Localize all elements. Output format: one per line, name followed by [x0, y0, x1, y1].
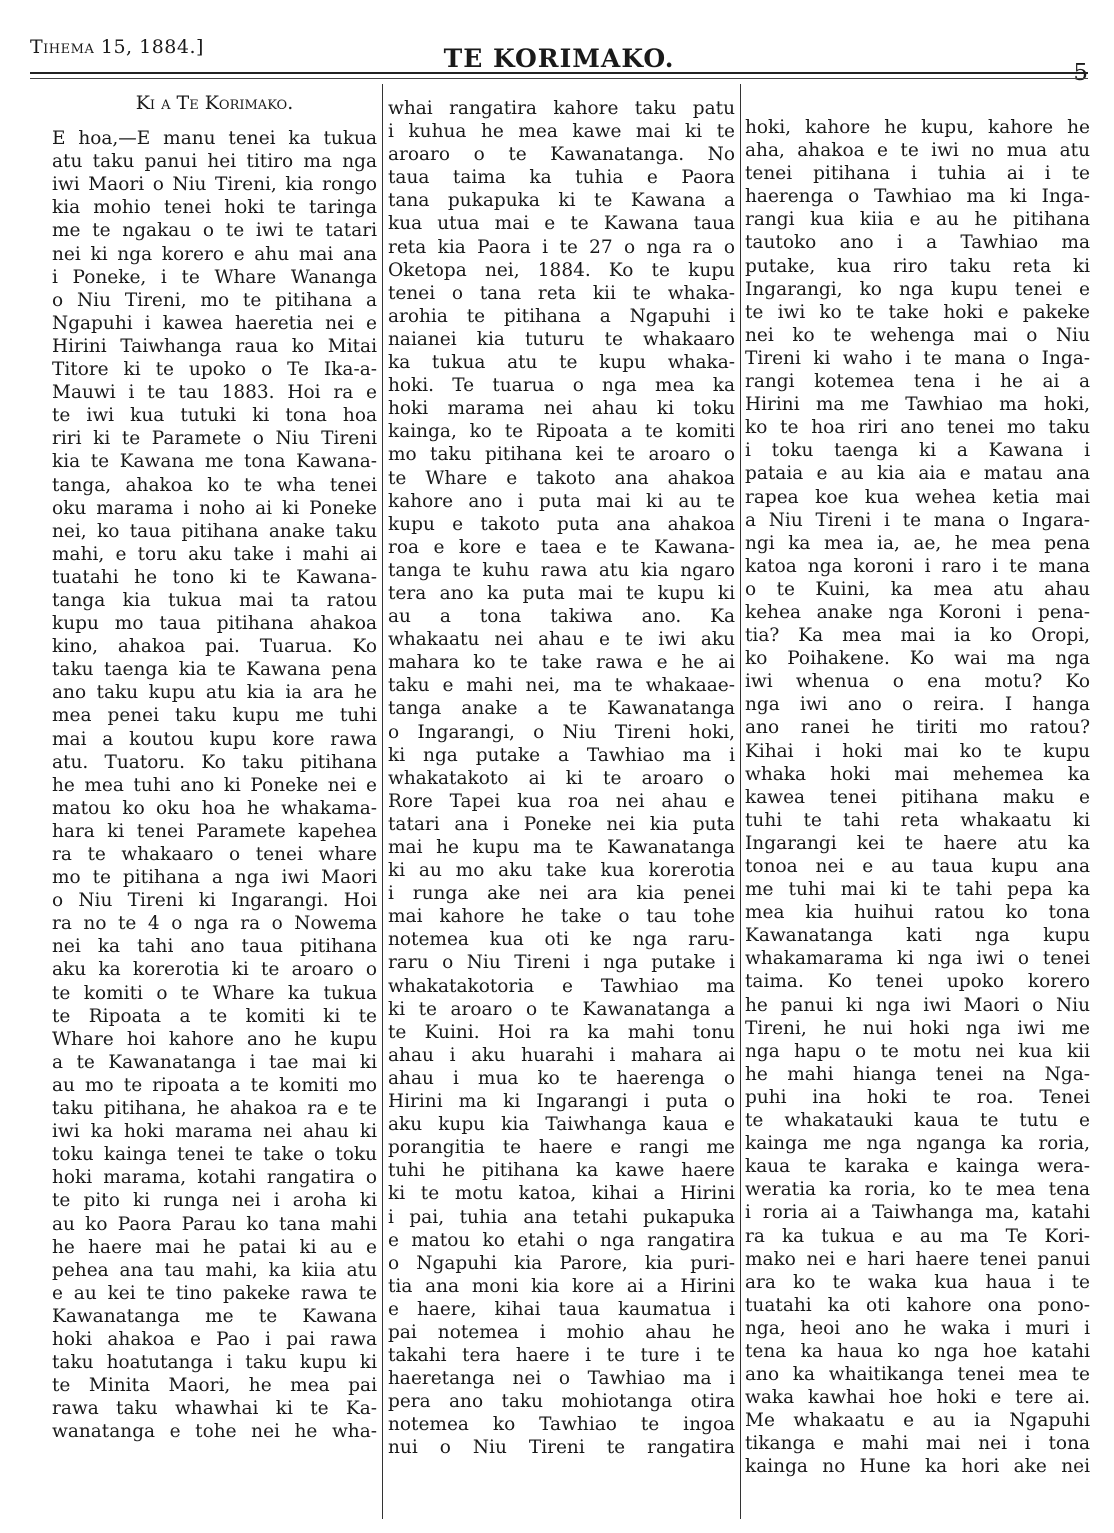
text-line: mea penei taku kupu me tuhi — [52, 705, 377, 727]
text-line: matou ko oku hoa he whakama- — [52, 797, 377, 819]
text-line: mai a koutou kupu kore rawa — [52, 728, 377, 750]
text-line: raru o Niu Tireni i nga putake i — [388, 952, 735, 974]
text-line: hoki marama, kotahi rangatira o — [52, 1167, 377, 1189]
text-line: Hirini Taiwhanga raua ko Mitai — [52, 335, 377, 357]
text-line: tia? Ka mea mai ia ko Oropi, — [745, 625, 1090, 647]
text-line: Me whakaatu e au ia Ngapuhi — [745, 1410, 1090, 1432]
text-line: te Minita Maori, he mea pai — [52, 1375, 377, 1397]
text-line: naianei kia tuturu te whakaaro — [388, 328, 735, 350]
text-line: tatari ana i Poneke nei kia puta — [388, 813, 735, 835]
text-line: kehea anake nga Koroni i pena- — [745, 601, 1090, 623]
text-line: Titore ki te upoko o Te Ika-a- — [52, 359, 377, 381]
text-line: mako nei e hari haere tenei panui — [745, 1248, 1090, 1270]
text-line: mai he kupu ma te Kawanatanga — [388, 837, 735, 858]
text-column-3 — [745, 116, 1090, 1479]
text-line: riri ki te Paramete o Niu Tireni — [52, 428, 377, 450]
text-line: toku kainga tenei te take o toku — [52, 1144, 377, 1166]
text-line: Ingarangi, ko nga kupu tenei e — [745, 278, 1090, 300]
text-line: ra ka tukua e au ma Te Kori- — [745, 1225, 1090, 1247]
text-line: o Ngapuhi kia Parore, kia puri- — [388, 1252, 735, 1274]
text-line: i runga ake nei ara kia penei — [388, 883, 735, 905]
text-line: me te ngakau o te iwi te tatari — [52, 220, 377, 242]
text-line: oku marama i noho ai ki Poneke — [52, 497, 377, 519]
text-line: rangi kua kiia e au he pitihana — [745, 209, 1090, 231]
text-line: weratia ka roria, ko te mea tena — [745, 1179, 1090, 1201]
text-line: ano taku kupu atu kia ia ara he — [52, 682, 377, 704]
header-rule-thin — [30, 78, 1088, 79]
text-line: hoki. Te tuarua o nga mea ka — [388, 375, 735, 397]
text-line: notemea kua oti ke nga raru- — [388, 929, 735, 951]
text-line: aha, ahakoa e te iwi no mua atu — [745, 140, 1090, 162]
text-line: ko Poihakene. Ko wai ma nga — [745, 648, 1090, 670]
text-line: Oketopa nei, 1884. Ko te kupu — [388, 259, 735, 281]
text-line: tuatahi he tono ki te Kawana- — [52, 566, 377, 588]
text-line: kia te Kawana me tona Kawana- — [52, 451, 377, 473]
text-line: i roria ai a Taiwhanga ma, katahi — [745, 1202, 1090, 1224]
text-line: he panui ki nga iwi Maori o Niu — [745, 994, 1090, 1016]
text-line: ra te whakaaro o tenei whare — [52, 844, 377, 865]
text-line: iwi Maori o Niu Tireni, kia rongo — [52, 174, 377, 196]
text-line: te iwi ko te take hoki e pakeke — [745, 301, 1090, 323]
text-line: nga hapu o te motu nei kua kii — [745, 1040, 1090, 1062]
text-line: haeretanga nei o Tawhiao ma i — [388, 1368, 735, 1390]
text-line: waka kawhai hoe hoki e tere ai. — [745, 1387, 1090, 1409]
text-line: nga iwi ano o reira. I hanga — [745, 694, 1090, 716]
text-line: kaua te karaka e kainga wera- — [745, 1156, 1090, 1178]
text-line: kainga me nga nganga ka roria, — [745, 1133, 1090, 1155]
text-line: tanga, ahakoa ko te wha tenei — [52, 474, 377, 496]
text-line: atu. Tuatoru. Ko taku pitihana — [52, 751, 377, 773]
text-line: a Niu Tireni i te mana o Ingara- — [745, 509, 1090, 531]
text-line: tanga kia tukua mai ta ratou — [52, 589, 377, 611]
text-line: porangitia te haere e rangi me — [388, 1137, 735, 1159]
text-line: Hirini ma ki Ingarangi i puta o — [388, 1091, 735, 1113]
text-line: pataia e au kia aia e matau ana — [745, 463, 1090, 485]
text-line: taua taima ka tuhia e Paora — [388, 167, 735, 189]
text-line: i pai, tuhia ana tetahi pukapuka — [388, 1206, 735, 1228]
header-rule — [30, 72, 1088, 74]
text-column-2 — [388, 97, 735, 1460]
text-line: ngi ka mea ia, ae, he mea pena — [745, 532, 1090, 554]
text-line: Kawanatanga me te Kawana — [52, 1305, 377, 1327]
text-line: pai notemea i mohio ahau he — [388, 1321, 735, 1343]
text-line: iwi whenua o ena motu? Ko — [745, 671, 1090, 693]
text-line: putake, kua riro taku reta ki — [745, 255, 1090, 277]
text-line: takahi tera haere i te ture i te — [388, 1345, 735, 1367]
text-line: taku hoatutanga i taku kupu ki — [52, 1352, 377, 1374]
text-line: tana pukapuka ki te Kawana a — [388, 190, 735, 212]
text-line: Tireni, he nui hoki nga iwi me — [745, 1017, 1090, 1039]
text-line: hoki ahakoa e Pao i pai rawa — [52, 1328, 377, 1350]
text-line: aku ka korerotia ki te aroaro o — [52, 959, 377, 981]
page-number: 5 — [1073, 60, 1088, 86]
text-line: au a tona takiwa ano. Ka — [388, 606, 735, 628]
text-line: rawa taku whawhai ki te Ka- — [52, 1398, 377, 1420]
text-line: i toku taenga ki a Kawana i — [745, 440, 1090, 462]
text-line: arohia te pitihana a Ngapuhi i — [388, 305, 735, 327]
text-line: ara ko te waka kua haua i te — [745, 1271, 1090, 1293]
text-line: e au kei te tino pakeke rawa te — [52, 1282, 377, 1304]
text-line: tenei pitihana i tuhia ai i te — [745, 163, 1090, 185]
text-line: katoa nga koroni i raro i te mana — [745, 555, 1090, 577]
text-line: rapea koe kua wehea ketia mai — [745, 486, 1090, 508]
text-line: iwi ka hoki marama nei ahau ki — [52, 1121, 377, 1143]
newspaper-title: TE KORIMAKO. — [443, 44, 675, 73]
text-line: whakamarama ki nga iwi o tenei — [745, 948, 1090, 970]
text-line: te komiti o te Whare ka tukua — [52, 982, 377, 1004]
text-line: Hirini ma me Tawhiao ma hoki, — [745, 394, 1090, 416]
text-line: ano ranei he tiriti mo ratou? — [745, 717, 1090, 739]
text-line: o Niu Tireni ki Ingarangi. Hoi — [52, 890, 377, 912]
text-line: whakatakoto ai ki te aroaro o — [388, 767, 735, 789]
text-line: whai rangatira kahore taku patu — [388, 98, 735, 119]
text-line: mahi, e toru aku take i mahi ai — [52, 543, 377, 565]
text-line: E hoa,—E manu tenei ka tukua — [52, 128, 377, 150]
text-line: o Ingarangi, o Niu Tireni hoki, — [388, 721, 735, 743]
text-line: tonoa nei e au taua kupu ana — [745, 856, 1090, 877]
text-line: a te Kawanatanga i tae mai ki — [52, 1051, 377, 1073]
text-line: ki au mo aku take kua korerotia — [388, 860, 735, 882]
text-line: te Ripoata a te komiti ki te — [52, 1005, 377, 1027]
text-line: te Whare e takoto ana ahakoa — [388, 467, 735, 489]
text-line: kupu mo taua pitihana ahakoa — [52, 613, 377, 635]
text-line: ka tukua atu te kupu whaka- — [388, 352, 735, 374]
text-line: ki te aroaro o te Kawanatanga a — [388, 998, 735, 1020]
text-line: Rore Tapei kua roa nei ahau e — [388, 790, 735, 812]
text-line: kua utua mai e te Kawana taua — [388, 213, 735, 235]
text-line: wanatanga e tohe nei he wha- — [52, 1421, 377, 1443]
text-line: mai kahore he take o tau tohe — [388, 906, 735, 928]
text-line: tikanga e mahi mai nei i tona — [745, 1433, 1090, 1455]
article-heading: Ki a Te Korimako. — [135, 92, 294, 114]
text-line: kia mohio tenei hoki te taringa — [52, 197, 377, 219]
text-line: te iwi kua tutuki ki tona hoa — [52, 405, 377, 427]
column-divider — [382, 84, 383, 1519]
text-line: mo te pitihana a nga iwi Maori — [52, 867, 377, 889]
text-line: whaka hoki mai mehemea ka — [745, 763, 1090, 785]
text-line: whakatakotoria e Tawhiao ma — [388, 975, 735, 997]
text-line: Whare hoi kahore ano he kupu — [52, 1028, 377, 1050]
text-line: aroaro o te Kawanatanga. No — [388, 144, 735, 166]
text-line: Ngapuhi i kawea haeretia nei e — [52, 312, 377, 334]
text-line: tanga anake a te Kawanatanga — [388, 698, 735, 720]
text-line: au ko Paora Parau ko tana mahi — [52, 1213, 377, 1235]
text-line: kino, ahakoa pai. Tuarua. Ko — [52, 636, 377, 658]
text-line: kainga, ko te Ripoata a te komiti — [388, 421, 735, 443]
text-line: ko te hoa riri ano tenei mo taku — [745, 417, 1090, 439]
text-line: hara ki tenei Paramete kapehea — [52, 820, 377, 842]
text-line: kainga no Hune ka hori ake nei — [745, 1456, 1090, 1478]
text-line: nei ko te wehenga mai o Niu — [745, 324, 1090, 346]
text-line: e haere, kihai taua kaumatua i — [388, 1298, 735, 1320]
text-line: o Niu Tireni, mo te pitihana a — [52, 289, 377, 311]
text-line: i Poneke, i te Whare Wananga — [52, 266, 377, 288]
text-line: tia ana moni kia kore ai a Hirini — [388, 1275, 735, 1297]
text-line: o te Kuini, ka mea atu ahau — [745, 578, 1090, 600]
text-line: tena ka haua ko nga hoe katahi — [745, 1340, 1090, 1362]
text-line: hoki, kahore he kupu, kahore he — [745, 117, 1090, 138]
text-line: mea kia huihui ratou ko tona — [745, 902, 1090, 924]
text-line: Mauwi i te tau 1883. Hoi ra e — [52, 382, 377, 404]
text-line: ahau i aku huarahi i mahara ai — [388, 1044, 735, 1066]
text-line: he mahi hianga tenei na Nga- — [745, 1063, 1090, 1085]
text-line: tera ano ka puta mai te kupu ki — [388, 582, 735, 604]
text-line: kawea tenei pitihana maku e — [745, 786, 1090, 808]
text-line: nei, ko taua pitihana anake taku — [52, 520, 377, 542]
text-line: aku kupu kia Taiwhanga kaua e — [388, 1114, 735, 1136]
text-line: pera ano taku mohiotanga otira — [388, 1391, 735, 1413]
text-line: mo taku pitihana kei te aroaro o — [388, 444, 735, 466]
column-divider — [740, 84, 741, 1519]
text-line: nei ki nga korero e ahu mai ana — [52, 243, 377, 265]
text-line: te Kuini. Hoi ra ka mahi tonu — [388, 1021, 735, 1043]
text-line: Tireni ki waho i te mana o Inga- — [745, 347, 1090, 369]
text-line: taku pitihana, he ahakoa ra e te — [52, 1098, 377, 1120]
text-line: ra no te 4 o nga ra o Nowema — [52, 913, 377, 935]
text-line: roa e kore e taea e te Kawana- — [388, 536, 735, 558]
text-line: kahore ano i puta mai ki au te — [388, 490, 735, 512]
text-line: nei ka tahi ano taua pitihana — [52, 936, 377, 958]
text-line: ki te motu katoa, kihai a Hirini — [388, 1183, 735, 1205]
text-line: pehea ana tau mahi, ka kiia atu — [52, 1259, 377, 1281]
text-line: hoki marama nei ahau ki toku — [388, 398, 735, 420]
text-line: kupu e takoto puta ana ahakoa — [388, 513, 735, 535]
text-line: taku e mahi nei, ma te whakaae- — [388, 675, 735, 697]
text-line: me tuhi mai ki te tahi pepa ka — [745, 879, 1090, 901]
text-line: atu taku panui hei titiro ma nga — [52, 151, 377, 173]
text-line: tautoko ano i a Tawhiao ma — [745, 232, 1090, 254]
text-line: ahau i mua ko te haerenga o — [388, 1067, 735, 1089]
text-line: Kihai i hoki mai ko te kupu — [745, 740, 1090, 762]
text-line: haerenga o Tawhiao ma ki Inga- — [745, 186, 1090, 208]
text-line: tenei o tana reta kii te whaka- — [388, 282, 735, 304]
text-line: Ingarangi kei te haere atu ka — [745, 832, 1090, 854]
text-line: tuhi he pitihana ka kawe haere — [388, 1160, 735, 1182]
masthead — [30, 30, 1088, 86]
text-line: nui o Niu Tireni te rangatira — [388, 1437, 735, 1459]
text-line: te pito ki runga nei i aroha ki — [52, 1190, 377, 1212]
text-line: taku taenga kia te Kawana pena — [52, 659, 377, 681]
issue-date: Tihema 15, 1884.] — [30, 36, 204, 58]
text-line: he haere mai he patai ki au e — [52, 1236, 377, 1258]
text-line: nga, heoi ano he waka i muri i — [745, 1317, 1090, 1339]
text-line: au mo te ripoata a te komiti mo — [52, 1074, 377, 1096]
text-line: tuatahi ka oti kahore ona pono- — [745, 1294, 1090, 1316]
text-line: tuhi te tahi reta whakaatu ki — [745, 809, 1090, 831]
text-line: notemea ko Tawhiao te ingoa — [388, 1414, 735, 1436]
text-line: whakaatu nei ahau e te iwi aku — [388, 629, 735, 651]
text-line: Kawanatanga kati nga kupu — [745, 925, 1090, 947]
text-column-1 — [52, 84, 377, 1443]
text-line: puhi ina hoki te roa. Tenei — [745, 1086, 1090, 1108]
text-line: i kuhua he mea kawe mai ki te — [388, 121, 735, 143]
text-line: he mea tuhi ano ki Poneke nei e — [52, 774, 377, 796]
text-line: rangi kotemea tena i he ai a — [745, 371, 1090, 393]
text-line: ano ka whaitikanga tenei mea te — [745, 1364, 1090, 1386]
text-line: mahara ko te take rawa e he ai — [388, 652, 735, 674]
text-line: reta kia Paora i te 27 o nga ra o — [388, 236, 735, 258]
text-line: e matou ko etahi o nga rangatira — [388, 1229, 735, 1251]
text-line: taima. Ko tenei upoko korero — [745, 971, 1090, 993]
text-line: ki nga putake a Tawhiao ma i — [388, 744, 735, 766]
text-line: te whakatauki kaua te tutu e — [745, 1110, 1090, 1132]
text-line: tanga te kuhu rawa atu kia ngaro — [388, 559, 735, 581]
